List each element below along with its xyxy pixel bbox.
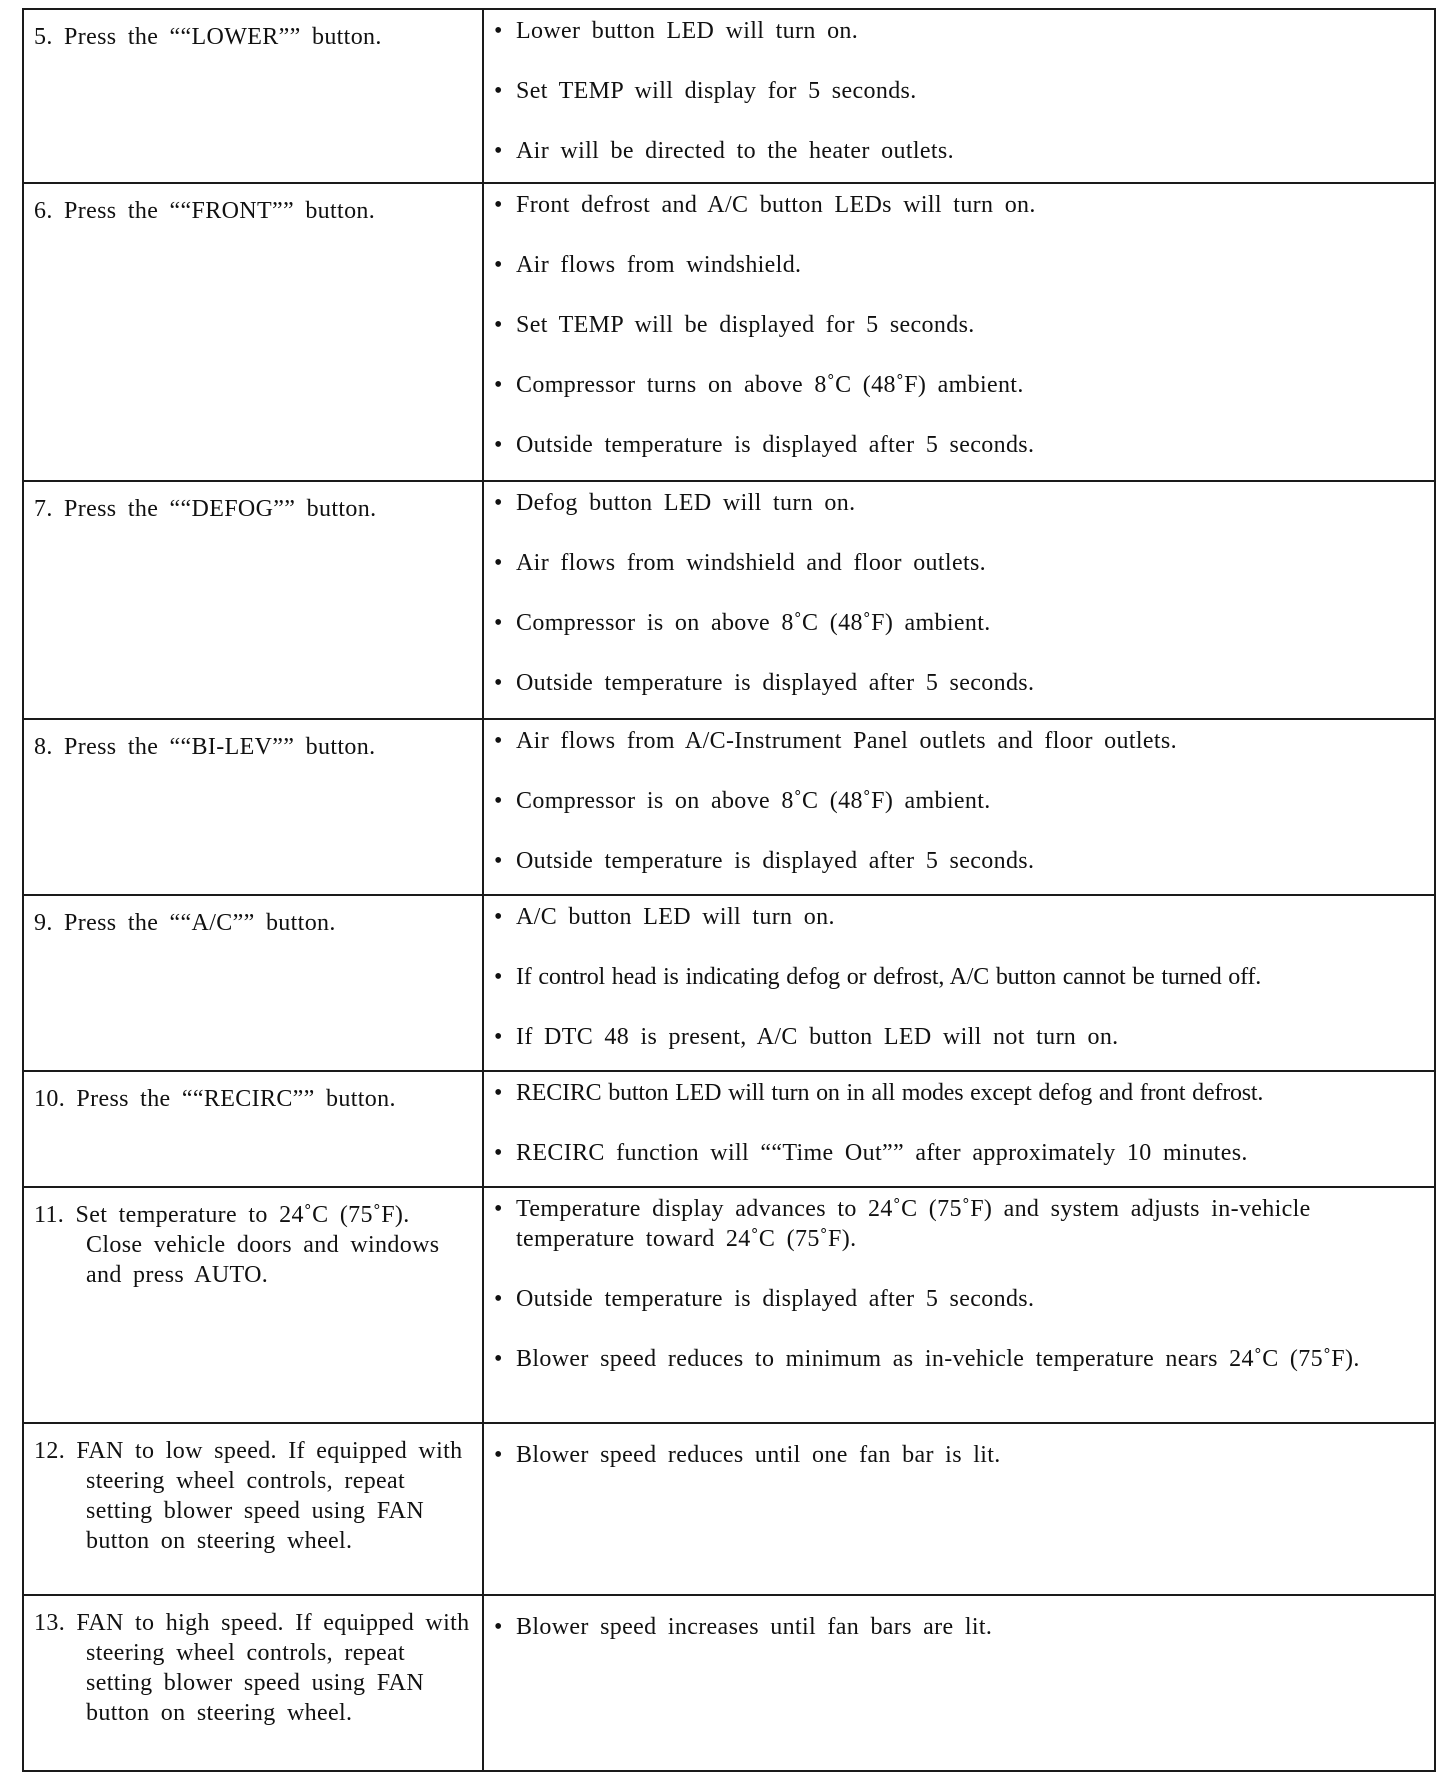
bullet-icon: • — [494, 78, 503, 104]
step-cell — [23, 1071, 483, 1187]
list-item — [494, 190, 1426, 250]
list-item — [494, 786, 1426, 846]
list-item — [494, 1612, 1426, 1642]
result-text: Outside temperature is displayed after 5 seconds. — [516, 1286, 1035, 1312]
results-cell — [483, 1595, 1435, 1771]
step-text: 9. Press the ““A/C”” button. — [34, 910, 336, 936]
result-text: Temperature display advances to 24˚C (75˚F) and system adjusts in-vehicle temperature toward 24˚C (75˚F). — [516, 1196, 1311, 1252]
bullet-icon: • — [494, 670, 503, 696]
result-text: Compressor is on above 8˚C (48˚F) ambient. — [516, 610, 991, 636]
results-cell — [483, 481, 1435, 719]
bullet-icon: • — [494, 432, 503, 458]
result-text: Compressor turns on above 8˚C (48˚F) ambient. — [516, 372, 1024, 398]
result-text: Blower speed reduces until one fan bar is lit. — [516, 1442, 1001, 1468]
step-text: 13. FAN to high speed. If equipped with steering wheel controls, repeat setting blower speed using FAN button on steering wheel. — [34, 1610, 470, 1726]
step-text: 12. FAN to low speed. If equipped with steering wheel controls, repeat setting blower speed using FAN button on steering wheel. — [34, 1438, 463, 1554]
result-text: A/C button LED will turn on. — [516, 904, 835, 930]
list-item — [494, 430, 1426, 460]
step-cell — [23, 719, 483, 895]
list-item — [494, 16, 1426, 76]
table-row — [23, 1071, 1435, 1187]
list-item — [494, 76, 1426, 136]
result-text: Front defrost and A/C button LEDs will turn on. — [516, 192, 1036, 218]
list-item — [494, 902, 1426, 962]
list-item — [494, 726, 1426, 786]
list-item — [494, 310, 1426, 370]
results-cell — [483, 895, 1435, 1071]
list-item — [494, 846, 1426, 876]
bullet-icon: • — [494, 610, 503, 636]
step-cell — [23, 1187, 483, 1423]
bullet-icon: • — [494, 964, 503, 990]
list-item — [494, 1344, 1426, 1374]
result-text: Blower speed increases until fan bars are lit. — [516, 1614, 993, 1640]
bullet-icon: • — [494, 1286, 503, 1312]
table-row — [23, 1595, 1435, 1771]
result-text: RECIRC button LED will turn on in all modes except defog and front defrost. — [516, 1080, 1264, 1106]
bullet-icon: • — [494, 1346, 503, 1372]
result-text: Compressor is on above 8˚C (48˚F) ambient. — [516, 788, 991, 814]
results-cell — [483, 1071, 1435, 1187]
table-row — [23, 719, 1435, 895]
step-text: 8. Press the ““BI-LEV”” button. — [34, 734, 376, 760]
bullet-icon: • — [494, 192, 503, 218]
result-text: Outside temperature is displayed after 5 seconds. — [516, 670, 1035, 696]
step-text: 11. Set temperature to 24˚C (75˚F). Close vehicle doors and windows and press AUTO. — [34, 1202, 440, 1288]
bullet-icon: • — [494, 490, 503, 516]
results-cell — [483, 1187, 1435, 1423]
bullet-icon: • — [494, 904, 503, 930]
table-row — [23, 9, 1435, 183]
step-cell — [23, 895, 483, 1071]
list-item — [494, 1078, 1426, 1138]
step-text: 10. Press the ““RECIRC”” button. — [34, 1086, 396, 1112]
list-item — [494, 962, 1426, 1022]
bullet-icon: • — [494, 252, 503, 278]
list-item — [494, 136, 1426, 166]
result-text: Set TEMP will display for 5 seconds. — [516, 78, 917, 104]
bullet-icon: • — [494, 550, 503, 576]
table-row — [23, 481, 1435, 719]
table-row — [23, 1187, 1435, 1423]
results-cell — [483, 9, 1435, 183]
bullet-icon: • — [494, 312, 503, 338]
step-text: 5. Press the ““LOWER”” button. — [34, 24, 382, 50]
result-text: Air flows from A/C-Instrument Panel outlets and floor outlets. — [516, 728, 1177, 754]
table-row — [23, 895, 1435, 1071]
bullet-icon: • — [494, 138, 503, 164]
result-text: Air flows from windshield. — [516, 252, 802, 278]
step-text: 6. Press the ““FRONT”” button. — [34, 198, 376, 224]
result-text: Air will be directed to the heater outlets. — [516, 138, 954, 164]
list-item — [494, 1022, 1426, 1052]
list-item — [494, 250, 1426, 310]
results-cell — [483, 183, 1435, 481]
result-text: RECIRC function will ““Time Out”” after approximately 10 minutes. — [516, 1140, 1248, 1166]
step-cell — [23, 183, 483, 481]
bullet-icon: • — [494, 1080, 503, 1106]
step-cell — [23, 1595, 483, 1771]
bullet-icon: • — [494, 848, 503, 874]
list-item — [494, 548, 1426, 608]
bullet-icon: • — [494, 372, 503, 398]
result-text: Outside temperature is displayed after 5 seconds. — [516, 432, 1035, 458]
result-text: If control head is indicating defog or defrost, A/C button cannot be turned off. — [516, 964, 1262, 990]
bullet-icon: • — [494, 728, 503, 754]
list-item — [494, 1284, 1426, 1344]
diagnostic-steps-table — [22, 8, 1436, 1772]
step-cell — [23, 9, 483, 183]
bullet-icon: • — [494, 18, 503, 44]
bullet-icon: • — [494, 1614, 503, 1640]
result-text: Set TEMP will be displayed for 5 seconds. — [516, 312, 975, 338]
step-cell — [23, 481, 483, 719]
list-item — [494, 1138, 1426, 1168]
bullet-icon: • — [494, 788, 503, 814]
bullet-icon: • — [494, 1024, 503, 1050]
table-row — [23, 183, 1435, 481]
list-item — [494, 608, 1426, 668]
list-item — [494, 1440, 1426, 1470]
table-row — [23, 1423, 1435, 1595]
list-item — [494, 488, 1426, 548]
bullet-icon: • — [494, 1196, 503, 1222]
results-cell — [483, 1423, 1435, 1595]
list-item — [494, 1194, 1426, 1254]
list-item — [494, 370, 1426, 430]
step-text: 7. Press the ““DEFOG”” button. — [34, 496, 377, 522]
result-text: Defog button LED will turn on. — [516, 490, 856, 516]
list-item — [494, 668, 1426, 698]
result-text: Air flows from windshield and floor outlets. — [516, 550, 987, 576]
result-text: Blower speed reduces to minimum as in-vehicle temperature nears 24˚C (75˚F). — [516, 1346, 1360, 1372]
result-text: Lower button LED will turn on. — [516, 18, 859, 44]
bullet-icon: • — [494, 1442, 503, 1468]
bullet-icon: • — [494, 1140, 503, 1166]
result-text: Outside temperature is displayed after 5 seconds. — [516, 848, 1035, 874]
step-cell — [23, 1423, 483, 1595]
result-text: If DTC 48 is present, A/C button LED will not turn on. — [516, 1024, 1119, 1050]
results-cell — [483, 719, 1435, 895]
